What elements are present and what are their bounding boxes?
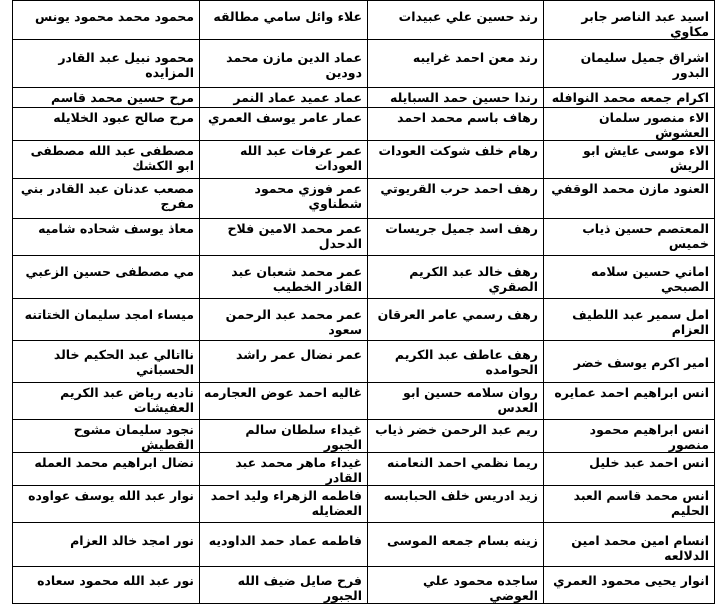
name-cell: رهام خلف شوكت العودات: [368, 141, 544, 179]
name-cell: معاذ يوسف شحاده شاميه: [13, 219, 200, 256]
name-cell: رهف عاطف عبد الكريم الحوامده: [368, 341, 544, 383]
name-cell: فاطمه عماد حمد الداوديه: [200, 523, 368, 567]
name-cell: عمار عامر يوسف العمري: [200, 108, 368, 141]
name-cell: مصطفى عبد الله مصطفى ابو الكشك: [13, 141, 200, 179]
name-cell: عمر نضال عمر راشد: [200, 341, 368, 383]
name-cell: رندا حسين حمد السبايله: [368, 88, 544, 108]
table-row: [13, 341, 715, 383]
table-row: [13, 420, 715, 453]
name-cell: ساجده محمود علي العوضي: [368, 567, 544, 604]
name-cell: اشراق جميل سليمان البدور: [544, 40, 715, 88]
student-names-table: [12, 0, 715, 604]
name-cell: العنود مازن محمد الوقفي: [544, 179, 715, 219]
name-cell: اكرام جمعه محمد النوافله: [544, 88, 715, 108]
name-cell: زينه بسام جمعه الموسى: [368, 523, 544, 567]
table-row: [13, 383, 715, 420]
name-cell: نور امجد خالد العزام: [13, 523, 200, 567]
name-cell: نوار عبد الله يوسف عواوده: [13, 486, 200, 523]
name-cell: انوار يحيى محمود العمري: [544, 567, 715, 604]
name-cell: عمر محمد عبد الرحمن سعود: [200, 299, 368, 341]
name-cell: عمر محمد الامين فلاح الدحدل: [200, 219, 368, 256]
name-cell: نضال ابراهيم محمد العمله: [13, 453, 200, 486]
table-row: [13, 40, 715, 88]
name-cell: امير اكرم يوسف خضر: [544, 341, 715, 383]
name-cell: عماد عميد عماد النمر: [200, 88, 368, 108]
name-cell: غيداء سلطان سالم الجبور: [200, 420, 368, 453]
name-cell: رند معن احمد غرايبه: [368, 40, 544, 88]
name-cell: نااتالي عبد الحكيم خالد الحسباني: [13, 341, 200, 383]
name-cell: ريم عبد الرحمن خضر ذياب: [368, 420, 544, 453]
table-row: [13, 108, 715, 141]
name-cell: نور عبد الله محمود سعاده: [13, 567, 200, 604]
name-cell: عمر فوزي محمود شطناوي: [200, 179, 368, 219]
table-row: [13, 567, 715, 604]
name-cell: اماني حسين سلامه الصبحي: [544, 256, 715, 299]
table-row: [13, 179, 715, 219]
name-cell: الاء منصور سلمان العشوش: [544, 108, 715, 141]
name-cell: ريما نظمي احمد النعامنه: [368, 453, 544, 486]
name-cell: رند حسين علي عبيدات: [368, 1, 544, 40]
name-cell: روان سلامه حسين ابو العدس: [368, 383, 544, 420]
name-cell: اسيد عبد الناصر جابر مكاوي: [544, 1, 715, 40]
name-cell: زيد ادريس خلف الحبابسه: [368, 486, 544, 523]
name-cell: انس ابراهيم احمد عمايره: [544, 383, 715, 420]
name-cell: نجود سليمان مشوح القطيش: [13, 420, 200, 453]
name-cell: رهف اسد جميل جريسات: [368, 219, 544, 256]
name-cell: انس احمد عبد خليل: [544, 453, 715, 486]
name-cell: امل سمير عبد اللطيف العزام: [544, 299, 715, 341]
table-row: [13, 1, 715, 40]
name-cell: الاء موسى عايش ابو الريش: [544, 141, 715, 179]
name-cell: مي مصطفى حسين الزعبي: [13, 256, 200, 299]
table-row: [13, 486, 715, 523]
name-cell: مرح حسين محمد قاسم: [13, 88, 200, 108]
name-cell: محمود نبيل عبد القادر المزايده: [13, 40, 200, 88]
name-cell: انسام امين محمد امين الدلالعه: [544, 523, 715, 567]
name-cell: رهف رسمي عامر العرقان: [368, 299, 544, 341]
name-cell: ناديه رياض عبد الكريم العفيشات: [13, 383, 200, 420]
name-cell: فاطمه الزهراء وليد احمد العضايله: [200, 486, 368, 523]
name-cell: فرح صايل ضيف الله الجبور: [200, 567, 368, 604]
name-cell: علاء وائل سامي مطالقه: [200, 1, 368, 40]
name-cell: محمود محمد محمود يونس: [13, 1, 200, 40]
name-cell: رهاف باسم محمد احمد: [368, 108, 544, 141]
name-cell: ميساء امجد سليمان الختاتنه: [13, 299, 200, 341]
table-row: [13, 523, 715, 567]
name-cell: مرح صالح عبود الخلايله: [13, 108, 200, 141]
name-cell: غاليه احمد عوض العجارمه: [200, 383, 368, 420]
name-cell: انس محمد قاسم العبد الحليم: [544, 486, 715, 523]
name-cell: مصعب عدنان عبد القادر بني مفرج: [13, 179, 200, 219]
name-cell: رهف احمد حرب القريوتي: [368, 179, 544, 219]
name-cell: انس ابراهيم محمود منصور: [544, 420, 715, 453]
table-row: [13, 141, 715, 179]
table-row: [13, 453, 715, 486]
name-cell: غيداء ماهر محمد عبد القادر: [200, 453, 368, 486]
table-row: [13, 256, 715, 299]
name-cell: عمر عرفات عبد الله العودات: [200, 141, 368, 179]
name-cell: المعتصم حسين ذياب خميس: [544, 219, 715, 256]
table-row: [13, 88, 715, 108]
table-row: [13, 299, 715, 341]
name-cell: رهف خالد عبد الكريم الصقري: [368, 256, 544, 299]
name-cell: عماد الدين مازن محمد دودين: [200, 40, 368, 88]
table-row: [13, 219, 715, 256]
name-cell: عمر محمد شعبان عبد القادر الخطيب: [200, 256, 368, 299]
